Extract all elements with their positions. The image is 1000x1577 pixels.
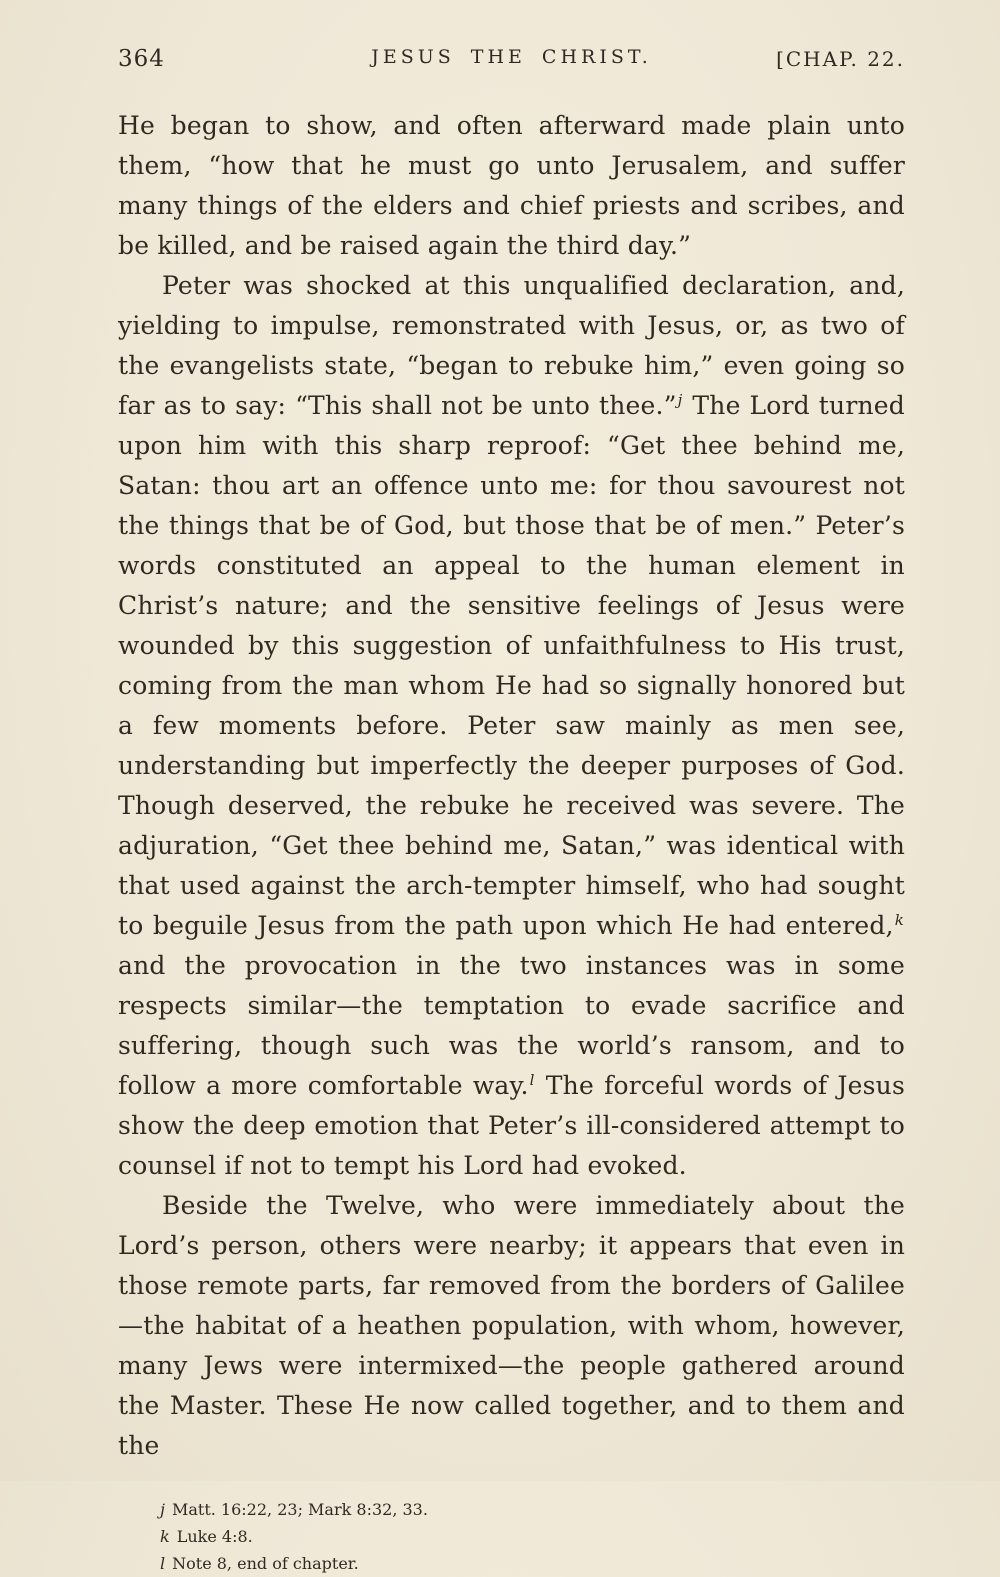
paragraph-peter-rebuke [118, 266, 905, 1186]
paragraph-text: The Lord turned upon him with this sharp reproof: “Get thee behind me, Satan: thou art an offence unto me: for thou savourest not the things that be of God, but those that be of men.” Peter’s words constituted an appeal to the human element in Christ’s nature; and the sensitive feelings of Jesus were wounded by this suggestion of unfaithfulness to His trust, coming from the man whom He had so signally honored but a few moments before. Peter saw mainly as men see, understanding but imperfectly the deeper purposes of God. Though deserved, the rebuke he received was severe. The adjuration, “Get thee behind me, Satan,” was identical with that used against the arch-tempter himself, who had sought to beguile Jesus from the path upon which He had entered, [118, 391, 906, 940]
paragraph-text: Beside the Twelve, who were immediately about the Lord’s person, others were nearby; it appears that even in those remote parts, far removed from the borders of Galilee—the habitat of a heathen population, with whom, however, many Jews were intermixed—the people gathered around the Master. These He now called together, and to them and the [118, 1191, 905, 1460]
paragraph-text: He began to show, and often afterward made plain unto them, “how that he must go unto Jerusalem, and suffer many things of the elders and chief priests and scribes, and be killed, and be raised again the third day.” [118, 111, 905, 260]
footnote-ref-j: j [677, 390, 683, 409]
page-body [118, 106, 905, 1466]
paragraph-continuation [118, 106, 905, 266]
chapter-label: [CHAP. 22. [776, 47, 905, 71]
paragraph-text: The forceful words of Jesus show the deep emotion that Peter’s ill-considered attempt to counsel if not to tempt his Lord had evoked. [118, 1071, 905, 1180]
footnote-marker: k [160, 1527, 170, 1546]
footnote-text: Matt. 16:22, 23; Mark 8:32, 33. [171, 1500, 428, 1519]
footnote-text: Luke 4:8. [176, 1527, 253, 1546]
paragraph-beside-the-twelve [118, 1186, 905, 1466]
footnote-text: Note 8, end of chapter. [172, 1554, 359, 1573]
footnote [160, 1496, 905, 1523]
footnote [160, 1550, 905, 1577]
footnote-marker: l [160, 1554, 166, 1573]
footnotes-block [160, 1496, 905, 1577]
footnote-marker: j [160, 1500, 165, 1519]
footnote-ref-k: k [894, 910, 904, 929]
paragraph-text: and the provocation in the two instances was in some respects similar—the temptation to evade sacrifice and suffering, though such was the world’s ransom, and to follow a more comfortable way. [118, 951, 905, 1100]
footnote [160, 1523, 905, 1550]
paragraph-text: Peter was shocked at this unqualified declaration, and, yielding to impulse, remonstrated with Jesus, or, as two of the evangelists state, “began to rebuke him,” even going so far as to say: “This shall not be unto thee.” [118, 271, 905, 420]
running-title: JESUS THE CHRIST. [371, 46, 652, 68]
page-number: 364 [118, 46, 165, 72]
footnote-ref-l: l [529, 1070, 535, 1089]
page-header [118, 46, 905, 72]
